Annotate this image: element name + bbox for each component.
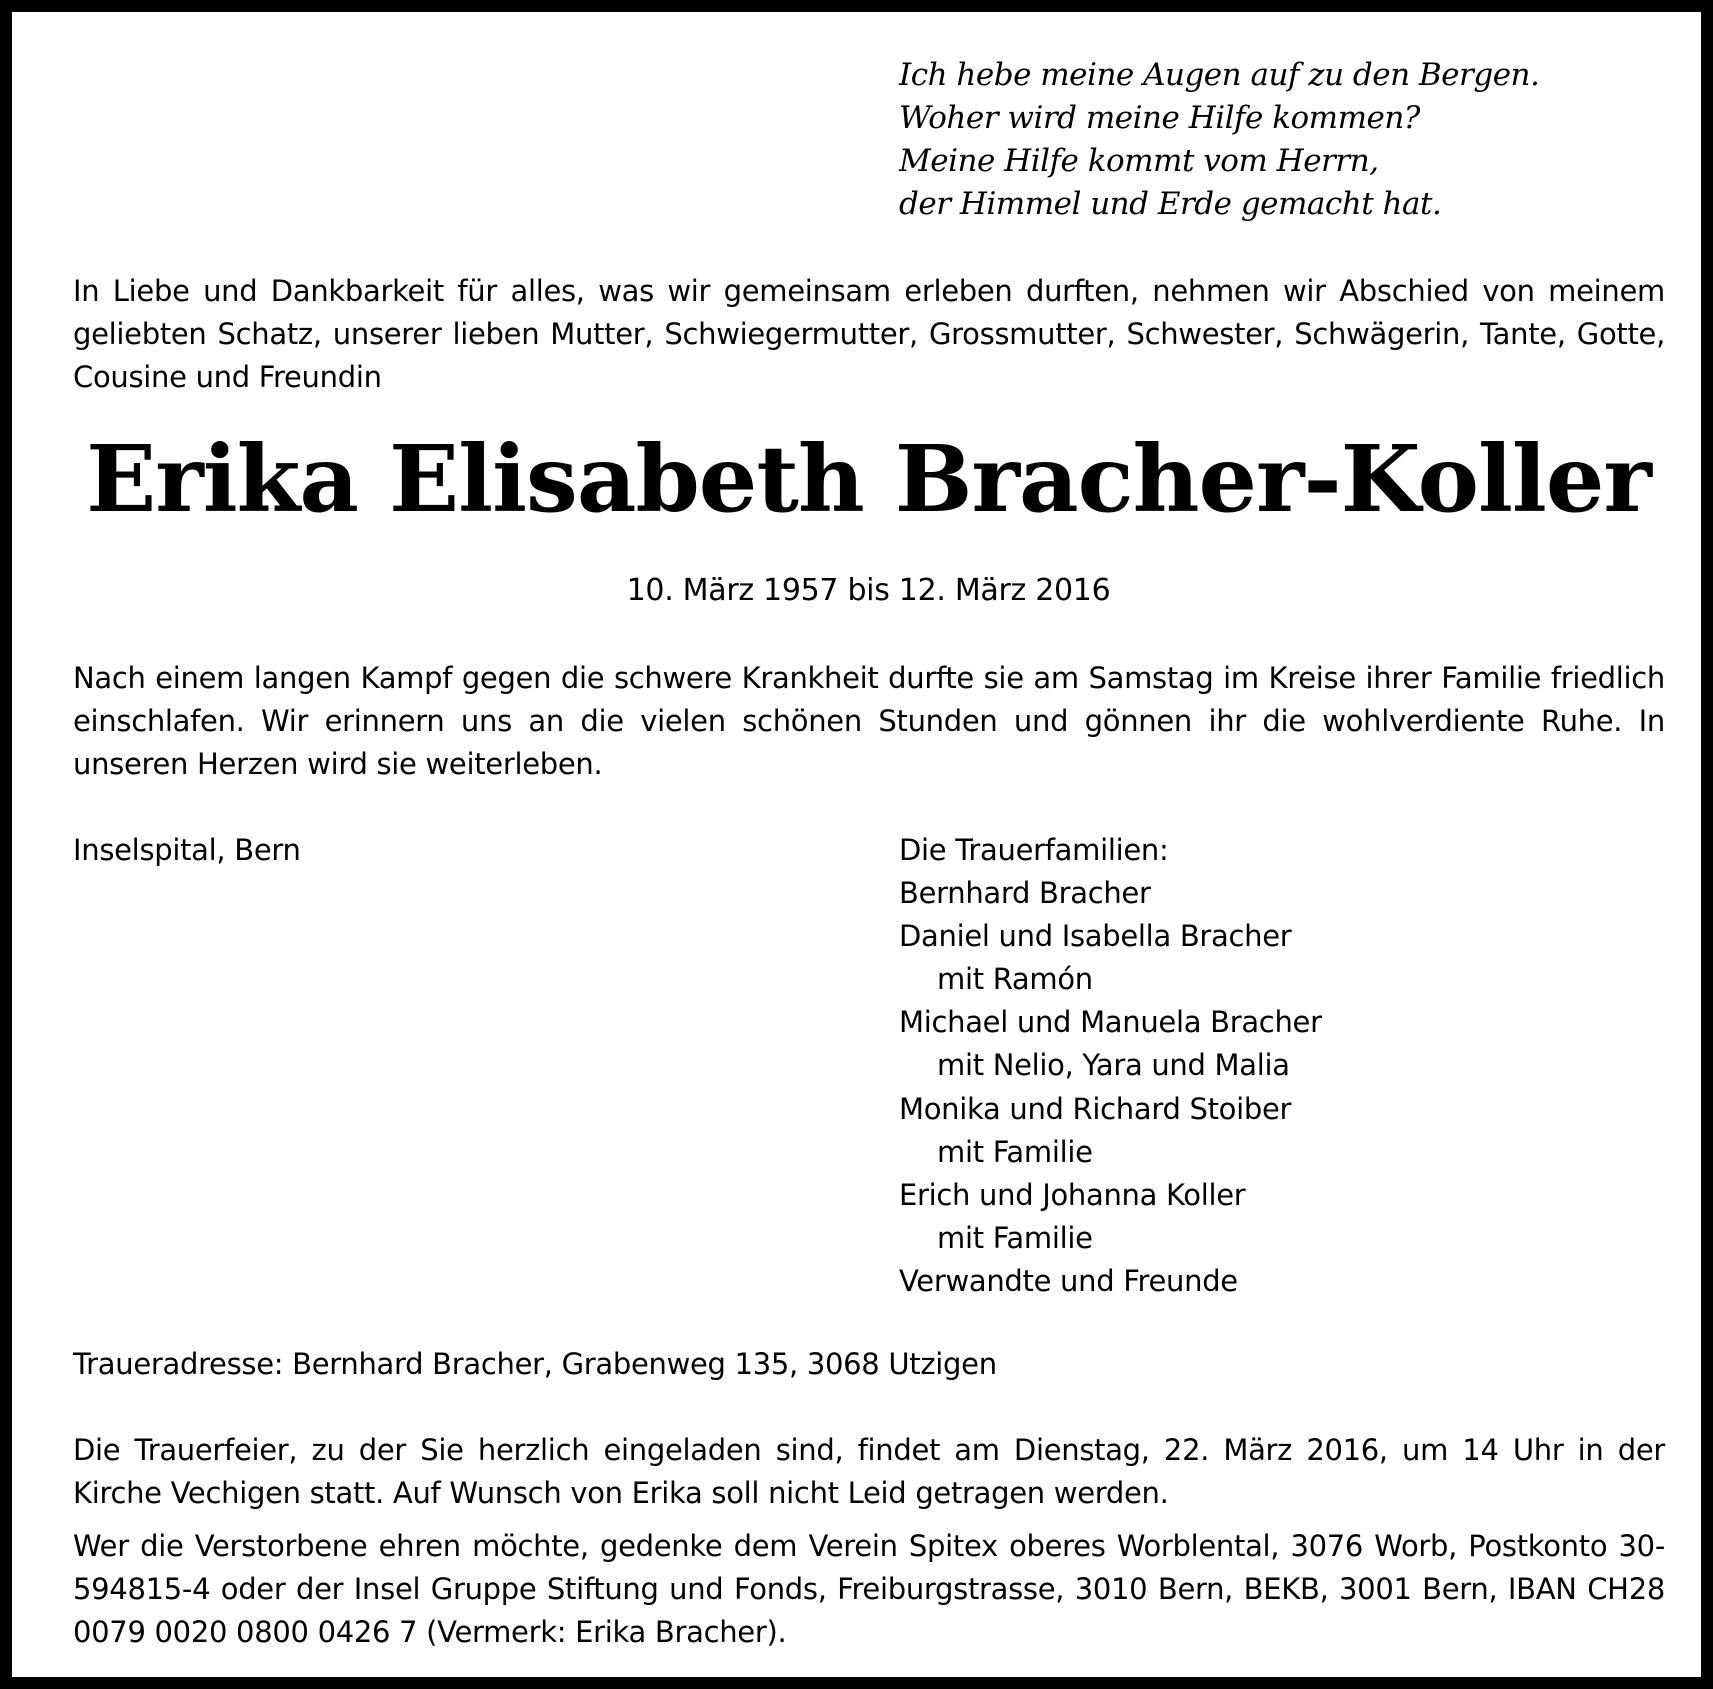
motto-line: Meine Hilfe kommt vom Herrn,: [899, 143, 1379, 179]
motto-line: Ich hebe meine Augen auf zu den Bergen.: [899, 57, 1540, 93]
families-heading: Die Trauerfamilien:: [899, 833, 1169, 867]
family-entry: Bernhard Bracher: [899, 876, 1151, 911]
motto-line: Woher wird meine Hilfe kommen?: [899, 100, 1420, 136]
motto-line: der Himmel und Erde gemacht hat.: [899, 186, 1442, 222]
family-entry: Michael und Manuela Bracher: [899, 1005, 1322, 1040]
mourning-address: Traueradresse: Bernhard Bracher, Grabenweg 135, 3068 Utzigen: [73, 1347, 997, 1381]
mourning-families: [899, 829, 1679, 1303]
intro-paragraph: In Liebe und Dankbarkeit für alles, was wir gemeinsam erleben durften, nehmen wir Abschied von meinem geliebten Schatz, unserer lieben Mutter, Schwiegermutter, Grossmutter, Schwester, Schwägerin, Tante, Gotte, Cousine und Freundin: [73, 274, 1665, 394]
life-dates: 10. März 1957 bis 12. März 2016: [626, 573, 1111, 608]
location-text: Inselspital, Bern: [73, 833, 301, 867]
family-entry: Verwandte und Freunde: [899, 1263, 1238, 1298]
family-entry-sub: mit Familie: [937, 1220, 1093, 1255]
family-entry-sub: mit Familie: [937, 1134, 1093, 1169]
family-entry: Erich und Johanna Koller: [899, 1177, 1246, 1212]
psalm-motto: [899, 54, 1679, 226]
deceased-name: Erika Elisabeth Bracher-Koller: [86, 425, 1651, 533]
family-entry: Daniel und Isabella Bracher: [899, 919, 1292, 954]
family-entry-sub: mit Ramón: [937, 962, 1093, 997]
story-paragraph: Nach einem langen Kampf gegen die schwere Krankheit durfte sie am Samstag im Kreise ihrer Familie friedlich einschlafen. Wir erinnern uns an die vielen schönen Stunden und gönnen ihr die wohlverdiente Ruhe. In unseren Herzen wird sie weiterleben.: [73, 661, 1665, 781]
family-entry: Monika und Richard Stoiber: [899, 1091, 1292, 1126]
family-entry-sub: mit Nelio, Yara und Malia: [937, 1048, 1290, 1083]
donation-paragraph: Wer die Verstorbene ehren möchte, gedenke dem Verein Spitex oberes Worblental, 3076 Worb, Postkonto 30-594815-4 oder der Insel Gruppe Stiftung und Fonds, Freiburgstrasse, 3010 Bern, BEKB, 3001 Bern, IBAN CH28 0079 0020 0800 0426 7 (Vermerk: Erika Bracher).: [73, 1529, 1665, 1649]
ceremony-paragraph: Die Trauerfeier, zu der Sie herzlich eingeladen sind, findet am Dienstag, 22. März 2016, um 14 Uhr in der Kirche Vechigen statt. Auf Wunsch von Erika soll nicht Leid getragen werden.: [73, 1433, 1665, 1510]
